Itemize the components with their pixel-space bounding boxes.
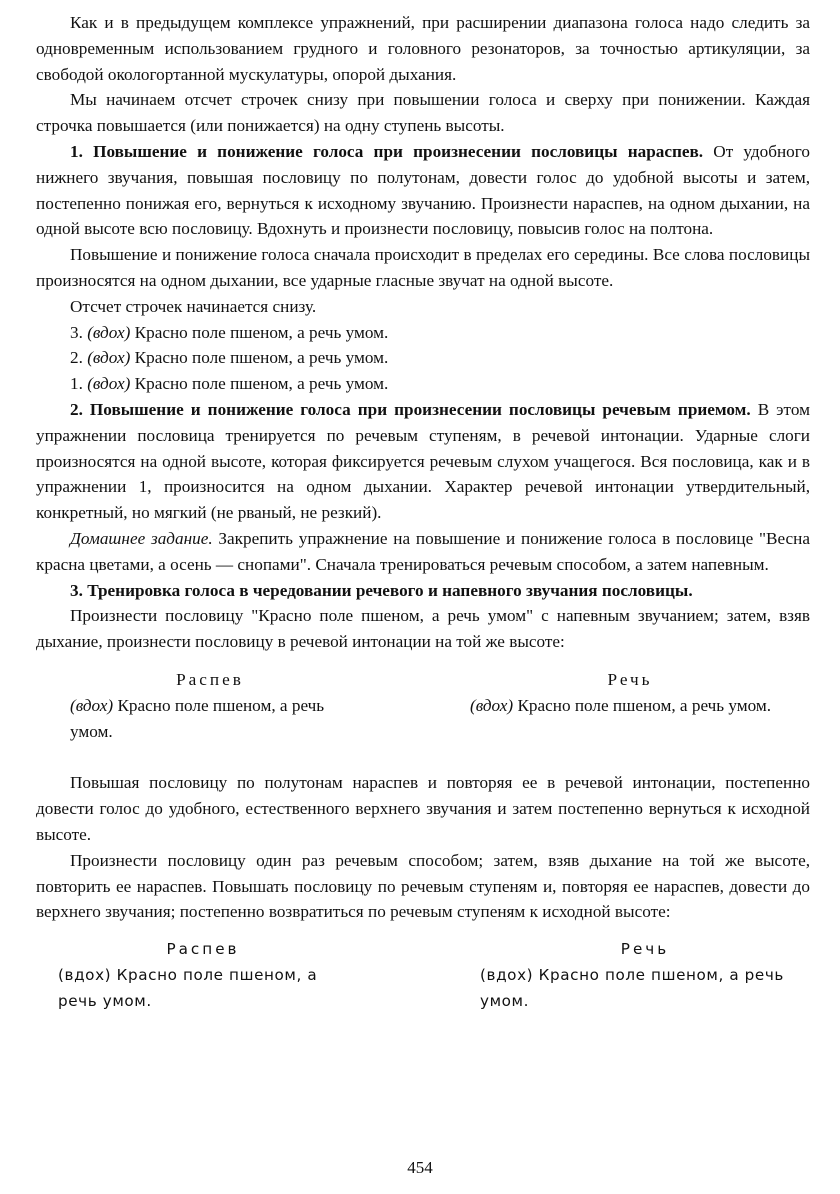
- example-2-left: [58, 937, 348, 1014]
- homework-label: Домашнее задание.: [70, 528, 213, 548]
- paragraph-counting: Мы начинаем отсчет строчек снизу при повышении голоса и сверху при понижении. Каждая строчка повышается (или понижается) на одну ступень высоты.: [36, 90, 810, 136]
- example-2-columns: [36, 937, 810, 1014]
- example-1-columns: [36, 667, 810, 744]
- exercise-2-text: В этом упражнении пословица тренируется по речевым ступеням, в речевой интонации. Ударные слоги произносятся на одной высоте, которая фиксируется речевым слухом учащегося. Вся пословица, как и в упражнении 1, произносится на одном дыхании. Характер речевой интонации утвердительный, конкретный, но мягкий (не рваный, не резкий).: [36, 399, 810, 523]
- example-1-right-text: (вдох) Красно поле пшеном, а речь умом.: [470, 695, 772, 715]
- exercise-1-title: 1. Повышение и понижение голоса при произнесении пословицы нараспев.: [70, 141, 704, 161]
- example-2-left-heading: Распев: [166, 940, 240, 959]
- example-1-right-heading: Речь: [607, 669, 653, 689]
- homework-text: Закрепить упражнение на повышение и понижение голоса в пословице "Весна красна цветами, а осень — снопами". Сначала тренироваться речевым способом, а затем напевным.: [36, 528, 810, 574]
- paragraph-intro: Как и в предыдущем комплексе упражнений, при расширении диапазона голоса надо следить за одновременным использованием грудного и головного резонаторов, за точностью артикуляции, за свободой окологортанной мускулатуры, опорой дыхания.: [36, 13, 810, 84]
- proverb-line-1: 1. (вдох) Красно поле пшеном, а речь умом.: [70, 374, 389, 394]
- example-2-left-text: (вдох) Красно поле пшеном, а речь умом.: [58, 965, 318, 1010]
- example-2-right: [480, 937, 810, 1014]
- proverb-line-2: 2. (вдох) Красно поле пшеном, а речь умом.: [70, 348, 389, 368]
- page-body: [36, 10, 810, 1014]
- page-number: 454: [407, 1158, 433, 1177]
- example-1-left: [70, 667, 350, 744]
- proverb-line-3: 3. (вдох) Красно поле пшеном, а речь умом.: [70, 322, 389, 342]
- exercise-1: [36, 139, 810, 242]
- exercise-2: [36, 397, 810, 526]
- homework: [36, 526, 810, 578]
- paragraph-range: Повышение и понижение голоса сначала происходит в пределах его середины. Все слова пословицы произносятся на одном дыхании, все ударные гласные звучат на одной высоте.: [36, 245, 810, 290]
- exercise-1-text: От удобного нижнего звучания, повышая пословицу по полутонам, довести голос до удобной высоты и затем, постепенно понижая его, вернуться к исходному звучанию. Произнести нараспев, на одном дыхании, на одной высоте всю пословицу. Вдохнуть и произнести пословицу, повысив голос на полтона.: [36, 141, 810, 239]
- paragraph-count-from-bottom: Отсчет строчек начинается снизу.: [70, 296, 317, 316]
- paragraph-instruction-3: Произнести пословицу один раз речевым способом; затем, взяв дыхание на той же высоте, повторить ее нараспев. Повышать пословицу по речевым ступеням и, повторяя ее нараспев, довести до верхнего звучания; постепенно возвратиться по речевым ступеням к исходной высоте:: [36, 850, 810, 922]
- spacer: [36, 744, 810, 770]
- example-2-right-heading: Речь: [620, 940, 670, 959]
- exercise-2-title: 2. Повышение и понижение голоса при произнесении пословицы речевым приемом.: [70, 399, 751, 419]
- exercise-3-title: 3. Тренировка голоса в чередовании речевого и напевного звучания пословицы.: [70, 580, 693, 600]
- paragraph-instruction-1: Произнести пословицу "Красно поле пшеном, а речь умом" с напевным звучанием; затем, взяв дыхание, произнести пословицу в речевой интонации на той же высоте:: [36, 606, 810, 652]
- example-1-left-text: (вдох) Красно поле пшеном, а речь умом.: [70, 695, 325, 741]
- example-2-right-text: (вдох) Красно поле пшеном, а речь умом.: [480, 965, 784, 1010]
- example-1-left-heading: Распев: [176, 669, 244, 689]
- example-1-right: [470, 667, 790, 744]
- exercise-3: [36, 578, 810, 604]
- paragraph-instruction-2: Повышая пословицу по полутонам нараспев и повторяя ее в речевой интонации, постепенно довести голос до удобного, естественного верхнего звучания и затем постепенно вернуться к исходной высоте.: [36, 773, 810, 844]
